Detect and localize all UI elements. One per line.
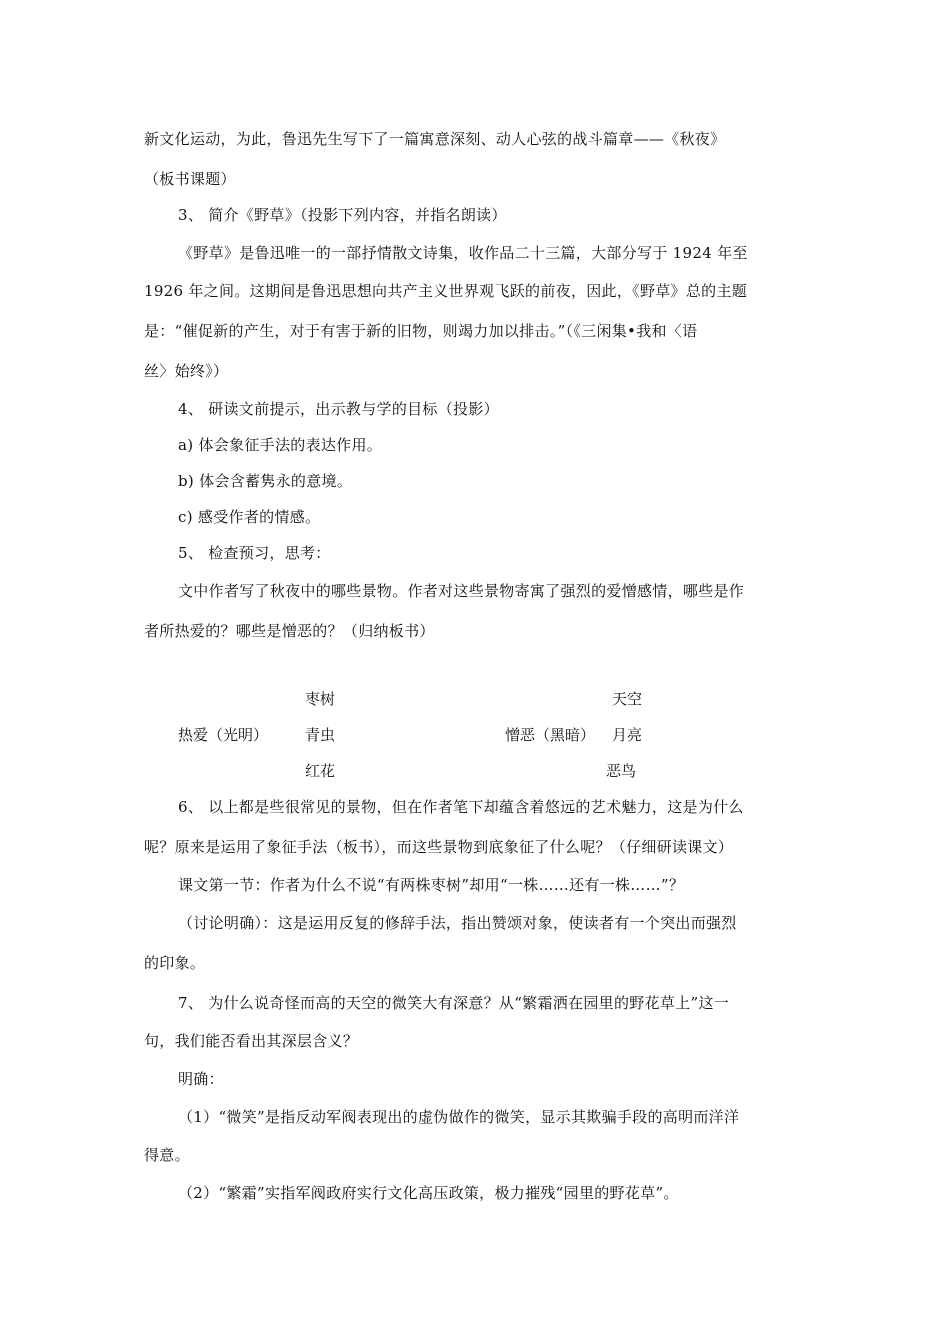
board-item-hate: 月亮 bbox=[612, 726, 643, 744]
board-love-label: 热爱（光明） bbox=[178, 726, 269, 744]
list-item: a) 体会象征手法的表达作用。 bbox=[178, 436, 383, 454]
section-heading: 5、 检查预习，思考： bbox=[178, 544, 331, 562]
paragraph-line: 《野草》是鲁迅唯一的一部抒情散文诗集，收作品二十三篇，大部分写于 1924 年至 bbox=[178, 244, 748, 262]
paragraph-line: 丝〉始终》） bbox=[144, 362, 229, 380]
board-hate-label: 憎恶（黑暗） bbox=[505, 726, 596, 744]
board-item-love: 枣树 bbox=[305, 690, 336, 708]
paragraph-line: 新文化运动，为此，鲁迅先生写下了一篇寓意深刻、动人心弦的战斗篇章——《秋夜》 bbox=[144, 130, 726, 148]
paragraph-line: 得意。 bbox=[144, 1146, 190, 1164]
section-heading: 7、 为什么说奇怪而高的天空的微笑大有深意？从“繁霜洒在园里的野花草上”这一 bbox=[178, 994, 730, 1012]
paragraph-line: 呢？原来是运用了象征手法（板书），而这些景物到底象征了什么呢？（仔细研读课文） bbox=[144, 838, 734, 856]
section-heading: 6、 以上都是些很常见的景物，但在作者笔下却蕴含着悠远的艺术魅力，这是为什么 bbox=[178, 798, 744, 816]
paragraph-line: 句，我们能否看出其深层含义？ bbox=[144, 1032, 359, 1050]
paragraph-line: 明确： bbox=[178, 1070, 224, 1088]
board-item-hate: 恶鸟 bbox=[606, 762, 637, 780]
paragraph-line: 1926 年之间。这期间是鲁迅思想向共产主义世界观飞跃的前夜，因此，《野草》总的主题 bbox=[144, 282, 748, 300]
board-item-love: 青虫 bbox=[305, 726, 336, 744]
paragraph-line: （1）“微笑”是指反动军阀表现出的虚伪做作的微笑，显示其欺骗手段的高明而洋洋 bbox=[178, 1108, 740, 1126]
paragraph-line: （讨论明确）：这是运用反复的修辞手法，指出赞颂对象，使读者有一个突出而强烈 bbox=[178, 914, 737, 932]
paragraph-line: 文中作者写了秋夜中的哪些景物。作者对这些景物寄寓了强烈的爱憎感情，哪些是作 bbox=[178, 582, 745, 600]
list-item: b) 体会含蓄隽永的意境。 bbox=[178, 472, 353, 490]
paragraph-line: （板书课题） bbox=[144, 170, 236, 188]
paragraph-line: 是：“催促新的产生，对于有害于新的旧物，则竭力加以排击。”（《三闲集•我和〈语 bbox=[144, 322, 698, 340]
list-item: c) 感受作者的情感。 bbox=[178, 508, 321, 526]
paragraph-line: 者所热爱的？哪些是憎恶的？（归纳板书） bbox=[144, 622, 435, 640]
section-heading: 3、 简介《野草》（投影下列内容，并指名朗读） bbox=[178, 206, 507, 224]
paragraph-line: 课文第一节：作者为什么不说“有两株枣树”却用“一株……还有一株……”？ bbox=[178, 876, 685, 894]
board-item-hate: 天空 bbox=[612, 690, 643, 708]
paragraph-line: 的印象。 bbox=[144, 954, 206, 972]
board-item-love: 红花 bbox=[305, 762, 336, 780]
section-heading: 4、 研读文前提示，出示教与学的目标（投影） bbox=[178, 400, 499, 418]
paragraph-line: （2）“繁霜”实指军阀政府实行文化高压政策，极力摧残“园里的野花草”。 bbox=[178, 1184, 679, 1202]
